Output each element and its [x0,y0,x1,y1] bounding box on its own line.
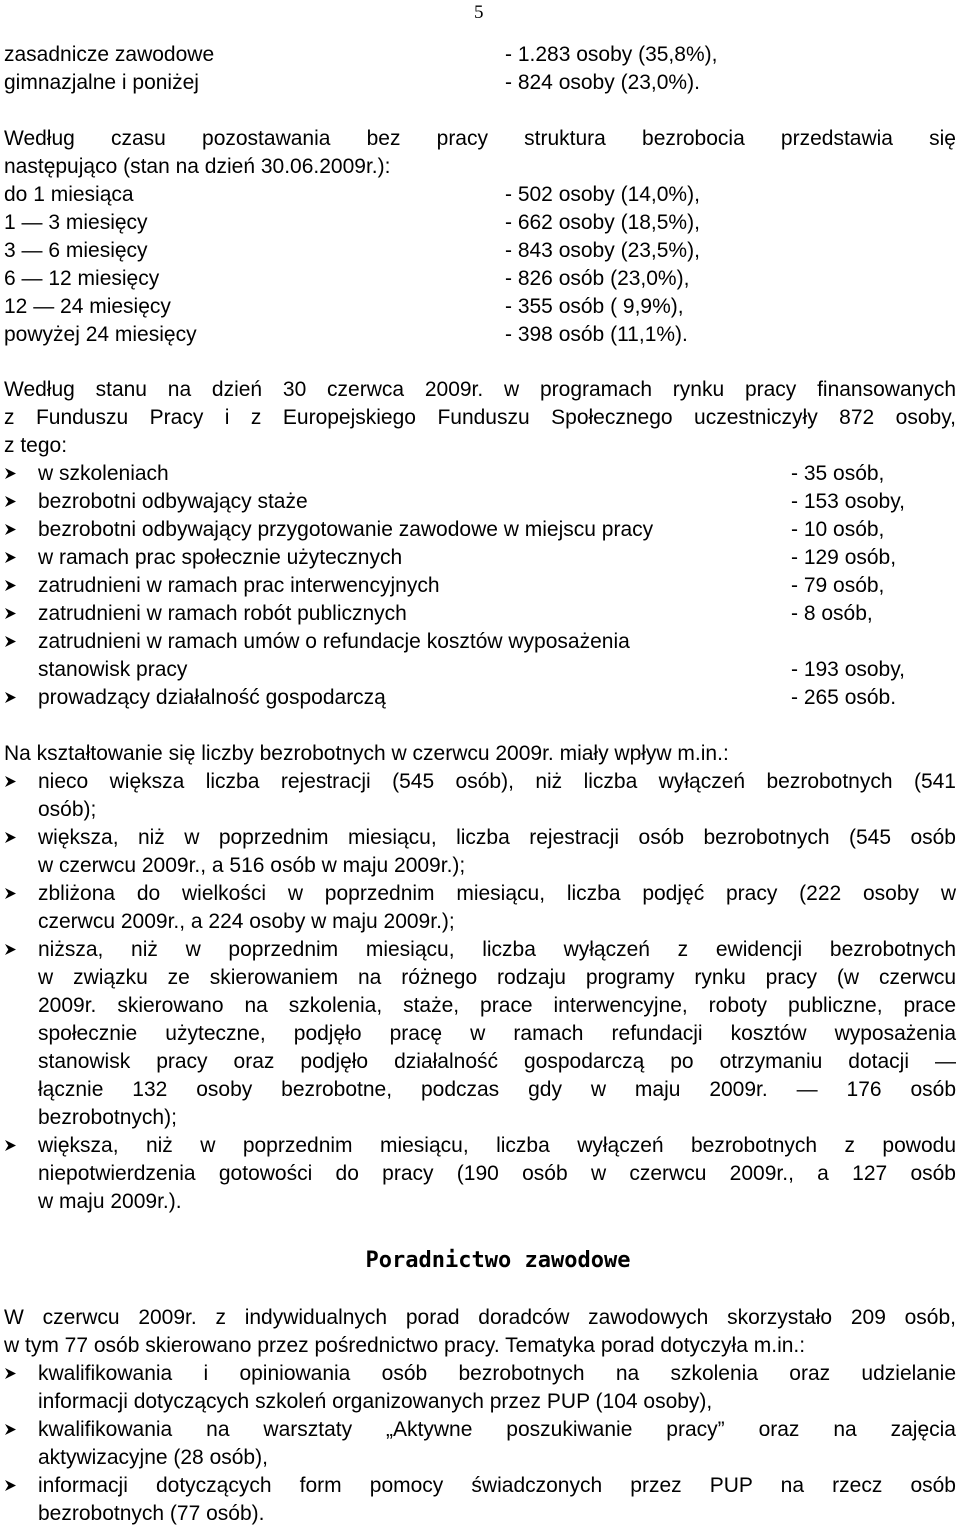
factor-line: niższa, niż w poprzednim miesiącu, liczba wyłączeń z ewidencji bezrobotnych [38,938,956,961]
paragraph-line: z tego: [4,434,68,457]
bullet-icon [4,628,24,656]
bullet-icon [4,936,24,964]
program-label: zatrudnieni w ramach umów o refundacje kosztów wyposażenia [38,630,630,653]
bullet-icon [4,600,24,628]
education-value: - 1.283 osoby (35,8%), [505,43,718,66]
counseling-line: bezrobotnych (77 osób). [38,1502,265,1525]
duration-value: - 398 osób (11,1%). [505,323,688,346]
counseling-line: informacji dotyczących szkoleń organizowanych przez PUP (104 osoby), [38,1390,713,1413]
paragraph-line: Na kształtowanie się liczby bezrobotnych w czerwcu 2009r. miały wpływ m.in.: [4,742,729,765]
education-label: gimnazjalne i poniżej [4,71,199,94]
program-value: - 35 osób, [791,462,885,485]
paragraph-line: Według stanu na dzień 30 czerwca 2009r. w programach rynku pracy finansowanych [4,378,956,401]
duration-label: 6 — 12 miesięcy [4,267,160,290]
factor-line: zbliżona do wielkości w poprzednim miesiącu, liczba podjęć pracy (222 osoby w [38,882,956,905]
bullet-icon [4,1416,24,1444]
duration-label: 1 — 3 miesięcy [4,211,148,234]
bullet-icon [4,544,24,572]
counseling-line: aktywizacyjne (28 osób), [38,1446,268,1469]
duration-value: - 843 osoby (23,5%), [505,239,700,262]
bullet-icon [4,516,24,544]
counseling-line: informacji dotyczących form pomocy świadczonych przez PUP na rzecz osób [38,1474,956,1497]
paragraph-line: W czerwcu 2009r. z indywidualnych porad doradców zawodowych skorzystało 209 osób, [4,1306,956,1329]
program-label: bezrobotni odbywający przygotowanie zawodowe w miejscu pracy [38,518,654,541]
factor-line: czerwcu 2009r., a 224 osoby w maju 2009r.); [38,910,455,933]
program-label: prowadzący działalność gospodarczą [38,686,386,709]
program-label: bezrobotni odbywający staże [38,490,308,513]
education-value: - 824 osoby (23,0%). [505,71,700,94]
factor-line: 2009r. skierowano na szkolenia, staże, prace interwencyjne, roboty publiczne, prace [38,994,956,1017]
duration-label: 12 — 24 miesięcy [4,295,171,318]
factor-line: społecznie użyteczne, podjęło pracę w ramach refundacji kosztów wyposażenia [38,1022,956,1045]
education-label: zasadnicze zawodowe [4,43,215,66]
bullet-icon [4,880,24,908]
paragraph-line: w tym 77 osób skierowano przez pośrednictwo pracy. Tematyka porad dotyczyła m.in.: [4,1334,806,1357]
program-value: - 8 osób, [791,602,873,625]
bullet-icon [4,684,24,712]
page-number: 5 [474,2,484,23]
duration-label: do 1 miesiąca [4,183,134,206]
program-value: - 129 osób, [791,546,897,569]
duration-value: - 355 osób ( 9,9%), [505,295,684,318]
duration-label: 3 — 6 miesięcy [4,239,148,262]
bullet-icon [4,1472,24,1500]
section-heading: Poradnictwo zawodowe [365,1248,631,1273]
factor-line: większa, niż w poprzednim miesiącu, liczba wyłączeń bezrobotnych z powodu [38,1134,956,1157]
duration-value: - 662 osoby (18,5%), [505,211,700,234]
bullet-icon [4,1360,24,1388]
factor-line: w czerwcu 2009r., a 516 osób w maju 2009r.); [38,854,466,877]
program-value: - 153 osoby, [791,490,906,513]
bullet-icon [4,1132,24,1160]
duration-value: - 502 osoby (14,0%), [505,183,700,206]
program-value: - 10 osób, [791,518,885,541]
factor-line: stanowisk pracy oraz podjęło działalność gospodarczą po otrzymaniu dotacji — [38,1050,956,1073]
factor-line: łącznie 132 osoby bezrobotne, podczas gdy w maju 2009r. — 176 osób [38,1078,956,1101]
program-label: stanowisk pracy [38,658,188,681]
duration-value: - 826 osób (23,0%), [505,267,690,290]
program-label: w szkoleniach [38,462,169,485]
factor-line: w maju 2009r.). [38,1190,182,1213]
factor-line: niepotwierdzenia gotowości do pracy (190 osób w czerwcu 2009r., a 127 osób [38,1162,956,1185]
factor-line: bezrobotnych); [38,1106,177,1129]
factor-line: w związku ze skierowaniem na różnego rodzaju programy rynku pracy (w czerwcu [38,966,956,989]
program-label: zatrudnieni w ramach robót publicznych [38,602,407,625]
factor-line: nieco większa liczba rejestracji (545 osób), niż liczba wyłączeń bezrobotnych (541 [38,770,956,793]
paragraph-line: z Funduszu Pracy i z Europejskiego Funduszu Społecznego uczestniczyły 872 osoby, [4,406,956,429]
paragraph-line: Według czasu pozostawania bez pracy struktura bezrobocia przedstawia się [4,127,956,150]
bullet-icon [4,488,24,516]
factor-line: osób); [38,798,97,821]
program-value: - 193 osoby, [791,658,906,681]
program-value: - 79 osób, [791,574,885,597]
counseling-line: kwalifikowania i opiniowania osób bezrobotnych na szkolenia oraz udzielanie [38,1362,956,1385]
bullet-icon [4,572,24,600]
paragraph-line: następująco (stan na dzień 30.06.2009r.): [4,155,391,178]
duration-label: powyżej 24 miesięcy [4,323,197,346]
program-value: - 265 osób. [791,686,897,709]
bullet-icon [4,768,24,796]
factor-line: większa, niż w poprzednim miesiącu, liczba rejestracji osób bezrobotnych (545 osób [38,826,956,849]
bullet-icon [4,460,24,488]
counseling-line: kwalifikowania na warsztaty „Aktywne poszukiwanie pracy” oraz na zajęcia [38,1418,956,1441]
program-label: zatrudnieni w ramach prac interwencyjnych [38,574,440,597]
bullet-icon [4,824,24,852]
program-label: w ramach prac społecznie użytecznych [38,546,403,569]
